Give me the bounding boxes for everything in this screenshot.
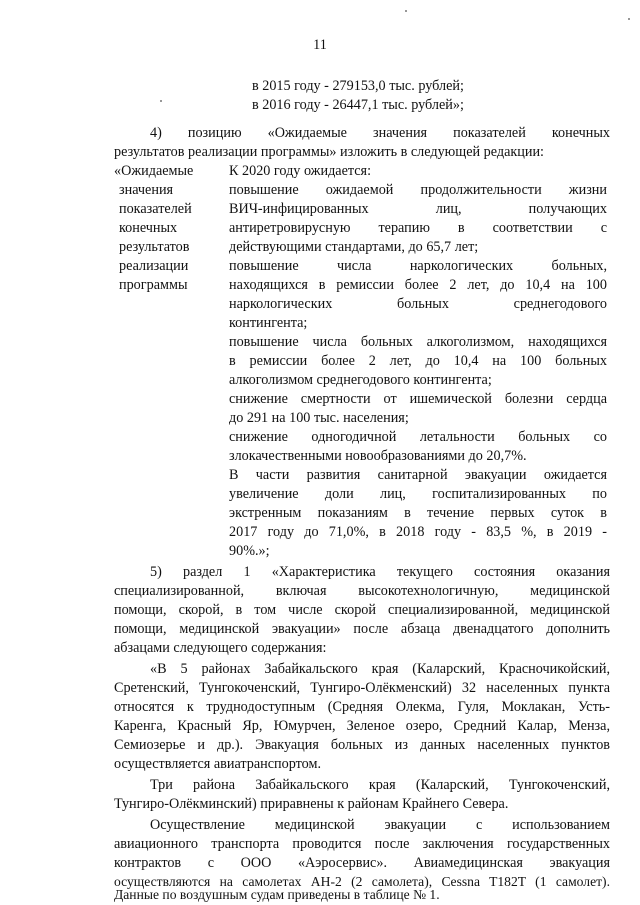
- table-label-line: «Ожидаемые: [114, 163, 194, 179]
- paragraph-line: осуществляется авиатранспортом.: [114, 756, 322, 772]
- paragraph-line: относятся к труднодоступным (Средняя Олекма, Гуля, Моклакан, Усть-: [114, 699, 610, 715]
- table-value-line: алкоголизмом среднегодового контингента;: [229, 372, 492, 388]
- table-label-line: программы: [119, 277, 188, 293]
- item5-line: помощи, скорой, в том числе скорой специализированной, медицинской: [114, 602, 610, 618]
- table-label-line: показателей: [119, 201, 192, 217]
- table-value-line: повышение ожидаемой продолжительности жизни: [229, 182, 607, 198]
- scan-speck: [405, 10, 407, 12]
- item5-line: абзацами следующего содержания:: [114, 640, 327, 656]
- paragraph-line: Каренга, Красный Яр, Юмурчен, Зеленое озеро, Средний Калар, Менза,: [114, 718, 610, 734]
- paragraph-line: Тунгиро-Олёкминский) приравнены к районам Крайнего Севера.: [114, 796, 509, 812]
- page-number: 11: [313, 37, 327, 53]
- paragraph-line: осуществляются на самолетах АН-2 (2 самолета), Cessna T182T (1 самолет).: [114, 874, 610, 889]
- finance-line-2015: в 2015 году - 279153,0 тыс. рублей;: [252, 78, 464, 94]
- table-value-line: действующими стандартами, до 65,7 лет;: [229, 239, 479, 255]
- table-label-line: результатов: [119, 239, 190, 255]
- scan-speck: [628, 18, 630, 20]
- table-value-line: увеличение доли лиц, госпитализированных по: [229, 486, 607, 502]
- table-value-line: В части развития санитарной эвакуации ожидается: [229, 467, 607, 483]
- table-value-line: в ремиссии более 2 лет, до 10,4 на 100 больных: [229, 353, 607, 369]
- table-label-line: конечных: [119, 220, 178, 236]
- paragraph-line: контрактов с ООО «Аэросервис». Авиамедицинская эвакуация: [114, 855, 610, 871]
- finance-line-2016: в 2016 году - 26447,1 тыс. рублей»;: [252, 97, 464, 113]
- paragraph-line: Осуществление медицинской эвакуации с использованием: [150, 817, 610, 833]
- table-value-line: снижение смертности от ишемической болезни сердца: [229, 391, 607, 407]
- table-value-line: К 2020 году ожидается:: [229, 163, 372, 179]
- item4-line-1: 4) позицию «Ожидаемые значения показателей конечных: [150, 125, 610, 141]
- table-value-line: экстренным показаниям в течение первых суток в: [229, 505, 607, 521]
- table-value-line: ВИЧ-инфицированных лиц, получающих: [229, 201, 607, 217]
- item4-line-2: результатов реализации программы» изложить в следующей редакции:: [114, 144, 544, 160]
- table-value-line: повышение числа больных алкоголизмом, находящихся: [229, 334, 607, 350]
- table-value-line: 90%.»;: [229, 543, 270, 559]
- paragraph-line: Три района Забайкальского края (Каларский, Тунгокоченский,: [150, 777, 610, 793]
- item5-line: помощи, медицинской эвакуации» после абзаца двенадцатого дополнить: [114, 621, 610, 637]
- paragraph-line: Сретенский, Тунгокоченский, Тунгиро-Олёкменский) 32 населенных пункта: [114, 680, 610, 696]
- scan-speck: [160, 100, 162, 102]
- table-value-line: снижение одногодичной летальности больных со: [229, 429, 607, 445]
- table-value-line: антиретровирусную терапию в соответствии с: [229, 220, 607, 236]
- item5-line: специализированной, включая высокотехнологичную, медицинской: [114, 583, 610, 599]
- table-label-line: значения: [119, 182, 174, 198]
- paragraph-line: Данные по воздушным судам приведены в таблице № 1.: [114, 887, 440, 902]
- table-value-line: до 291 на 100 тыс. населения;: [229, 410, 409, 426]
- paragraph-line: Семиозерье и др.). Эвакуация больных из данных населенных пунктов: [114, 737, 610, 753]
- table-value-line: повышение числа наркологических больных,: [229, 258, 607, 274]
- table-label-line: реализации: [119, 258, 189, 274]
- paragraph-line: авиационного транспорта проводится после заключения государственных: [114, 836, 610, 852]
- table-value-line: наркологических больных среднегодового: [229, 296, 607, 312]
- table-value-line: находящихся в ремиссии более 2 лет, до 10,4 на 100: [229, 277, 607, 293]
- item5-line: 5) раздел 1 «Характеристика текущего состояния оказания: [150, 564, 610, 580]
- paragraph-line: «В 5 районах Забайкальского края (Каларский, Красночикойский,: [150, 661, 610, 677]
- table-value-line: 2017 году до 71,0%, в 2018 году - 83,5 %, в 2019 -: [229, 524, 607, 540]
- table-value-line: злокачественными новообразованиями до 20,7%.: [229, 448, 527, 464]
- table-value-line: контингента;: [229, 315, 308, 331]
